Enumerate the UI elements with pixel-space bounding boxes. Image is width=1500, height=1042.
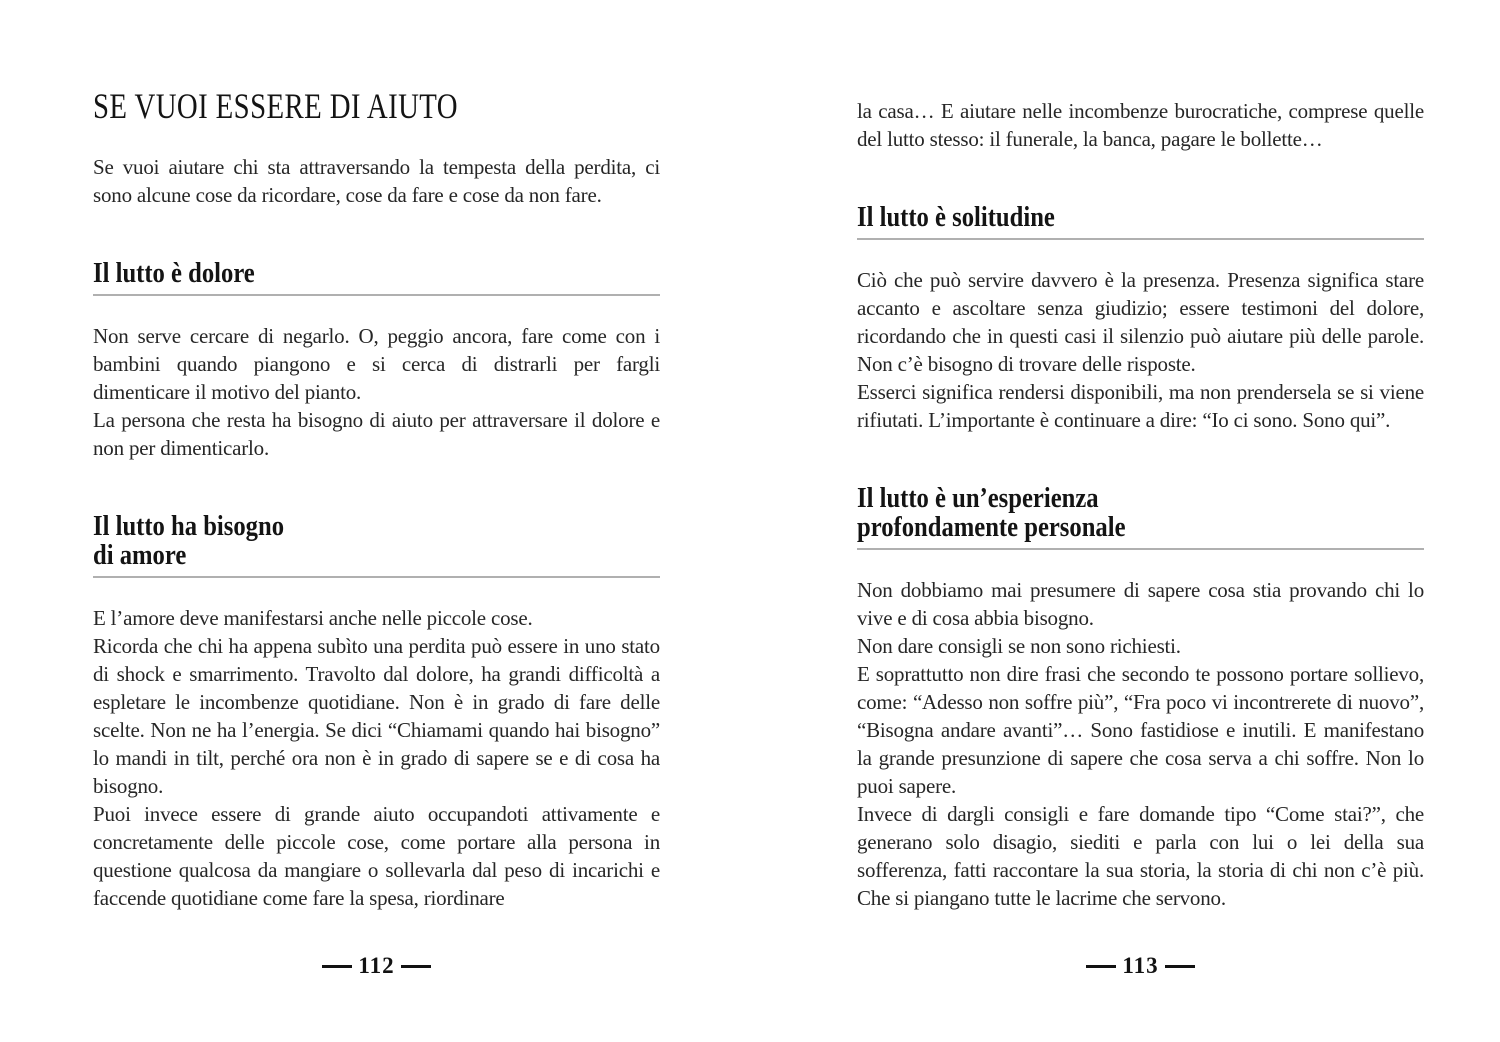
heading-line: Il lutto è un’esperienza bbox=[857, 483, 1099, 514]
section-heading bbox=[93, 512, 660, 570]
page-number: 112 bbox=[358, 953, 395, 978]
paragraph: la casa… E aiutare nelle incombenze burocratiche, comprese quelle del lutto stesso: il funerale, la banca, pagare le bollette… bbox=[857, 99, 1424, 151]
section-il-lutto-ha-bisogno-di-amore bbox=[93, 512, 660, 912]
page-number-dash bbox=[322, 965, 352, 968]
heading-line: profondamente personale bbox=[857, 512, 1126, 543]
intro-block bbox=[93, 153, 660, 209]
heading-line: Il lutto è solitudine bbox=[857, 202, 1055, 233]
paragraph: Ciò che può servire davvero è la presenza. Presenza significa stare accanto e ascoltare senza giudizio; essere testimoni del dolore, ricordando che in questi casi il silenzio può aiutare più delle parole. Non c’è bisogno di trovare delle risposte. bbox=[857, 268, 1424, 376]
section-il-lutto-e-dolore bbox=[93, 259, 660, 462]
paragraph: Non dobbiamo mai presumere di sapere cosa stia provando chi lo vive e di cosa abbia bisogno. bbox=[857, 578, 1424, 630]
paragraph: Non serve cercare di negarlo. O, peggio ancora, fare come con i bambini quando piangono e si cerca di distrarli per fargli dimenticare il motivo del pianto. bbox=[93, 324, 660, 404]
heading-rule bbox=[857, 548, 1424, 550]
heading-line: Il lutto è dolore bbox=[93, 258, 255, 289]
section-body bbox=[93, 604, 660, 912]
page-right bbox=[857, 97, 1424, 912]
paragraph: Non dare consigli se non sono richiesti. bbox=[857, 634, 1181, 658]
section-body bbox=[857, 576, 1424, 912]
section-il-lutto-e-solitudine bbox=[857, 203, 1424, 434]
section-heading bbox=[857, 484, 1424, 542]
paragraph: Puoi invece essere di grande aiuto occupandoti attivamente e concretamente delle piccole cose, come portare alla persona in questione qualcosa da mangiare o sollevarla dal peso di incarichi e faccende quotidiane come fare la spesa, riordinare bbox=[93, 802, 660, 910]
paragraph: Esserci significa rendersi disponibili, ma non prendersela se si viene rifiutati. L’importante è continuare a dire: “Io ci sono. Sono qui”. bbox=[857, 380, 1424, 432]
section-heading bbox=[857, 203, 1424, 232]
paragraph: La persona che resta ha bisogno di aiuto per attraversare il dolore e non per dimenticarlo. bbox=[93, 408, 660, 460]
paragraph: Ricorda che chi ha appena subìto una perdita può essere in uno stato di shock e smarrimento. Travolto dal dolore, ha grandi difficoltà a espletare le incombenze quotidiane. Non è in grado di fare delle scelte. Non ne ha l’energia. Se dici “Chiamami quando hai bisogno” lo mandi in tilt, perché ora non è in grado di sapere se e di cosa ha bisogno. bbox=[93, 634, 660, 798]
page-number-dash bbox=[1086, 965, 1116, 968]
heading-rule bbox=[93, 576, 660, 578]
page-number-dash bbox=[401, 965, 431, 968]
page-footer-left bbox=[93, 953, 660, 979]
section-heading bbox=[93, 259, 660, 288]
page-left bbox=[93, 85, 660, 912]
chapter-title-text: SE VUOI ESSERE DI AIUTO bbox=[93, 86, 458, 126]
paragraph: Invece di dargli consigli e fare domande tipo “Come stai?”, che generano solo disagio, siediti e parla con lui o lei della sua sofferenza, fatti raccontare la sua storia, la storia di chi non c’è più. Che si piangano tutte le lacrime che servono. bbox=[857, 802, 1424, 910]
paragraph: E soprattutto non dire frasi che secondo te possono portare sollievo, come: “Adesso non soffre più”, “Fra poco vi incontrerete di nuovo”, “Bisogna andare avanti”… Sono fastidiose e inutili. E manifestano la grande presunzione di sapere che cosa serva a chi soffre. Non lo puoi sapere. bbox=[857, 662, 1424, 798]
section-body bbox=[857, 266, 1424, 434]
page-number: 113 bbox=[1122, 953, 1159, 978]
heading-line: Il lutto ha bisogno bbox=[93, 511, 285, 542]
page-number-dash bbox=[1165, 965, 1195, 968]
section-il-lutto-e-unesperienza-personale bbox=[857, 484, 1424, 912]
paragraph: E l’amore deve manifestarsi anche nelle piccole cose. bbox=[93, 606, 533, 630]
chapter-title bbox=[93, 85, 660, 127]
paragraph: Se vuoi aiutare chi sta attraversando la tempesta della perdita, ci sono alcune cose da ricordare, cose da fare e cose da non fare. bbox=[93, 155, 660, 207]
heading-rule bbox=[857, 238, 1424, 240]
heading-rule bbox=[93, 294, 660, 296]
heading-line: di amore bbox=[93, 540, 187, 571]
continuation-block bbox=[857, 97, 1424, 153]
section-body bbox=[93, 322, 660, 462]
page-footer-right bbox=[857, 953, 1424, 979]
